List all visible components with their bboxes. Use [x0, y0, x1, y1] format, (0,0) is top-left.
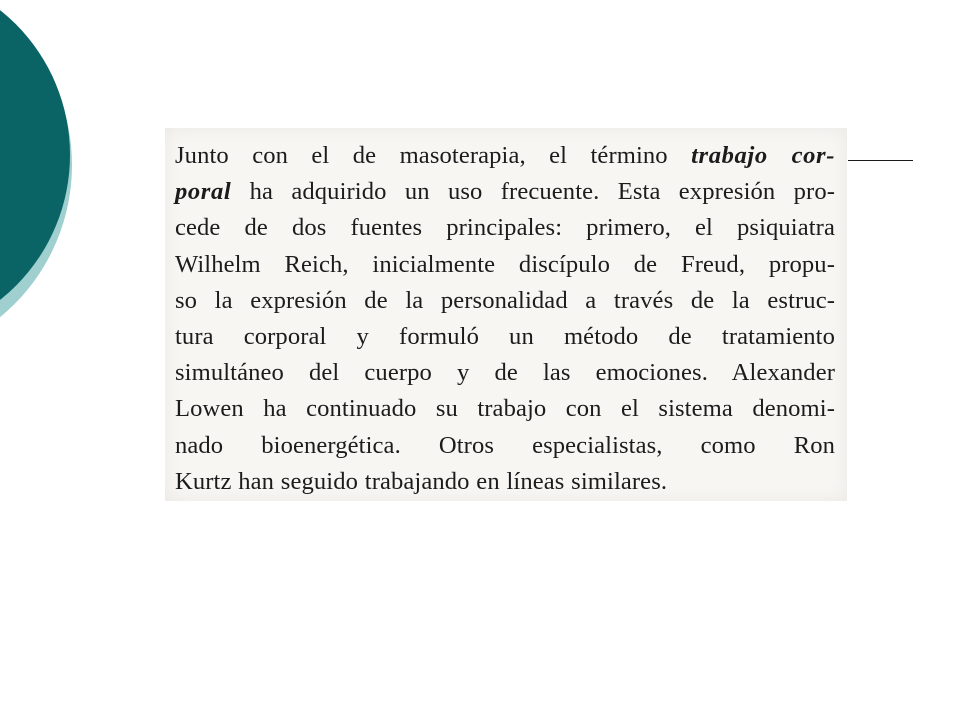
decorative-circles	[0, 0, 80, 400]
paragraph-line: so la expresión de la personalidad a través de la estruc-	[175, 286, 835, 314]
paragraph-line: Wilhelm Reich, inicialmente discípulo de Freud, propu-	[175, 250, 835, 278]
paragraph-line: simultáneo del cuerpo y de las emociones. Alexander	[175, 359, 835, 387]
dark-teal-circle	[0, 0, 70, 340]
paragraph-line: tura corporal y formuló un método de tratamiento	[175, 322, 835, 350]
scanned-text-image	[165, 128, 847, 501]
paragraph	[175, 138, 835, 500]
emphasized-term: trabajo cor-	[691, 142, 835, 169]
emphasized-term: poral	[175, 178, 232, 206]
light-teal-circle	[0, 0, 72, 362]
paragraph-line: nado bioenergética. Otros especialistas, como Ron	[175, 431, 835, 459]
paragraph-line: Junto con el de masoterapia, el término trabajo cor-	[175, 142, 835, 169]
title-rule-line	[848, 160, 913, 161]
paragraph-line: cede de dos fuentes principales: primero, el psiquiatra	[175, 214, 835, 242]
paragraph-line: Lowen ha continuado su trabajo con el sistema denomi-	[175, 395, 835, 423]
paragraph-line: poral ha adquirido un uso frecuente. Esta expresión pro-	[175, 178, 835, 206]
paragraph-line: Kurtz han seguido trabajando en líneas similares.	[175, 467, 668, 495]
